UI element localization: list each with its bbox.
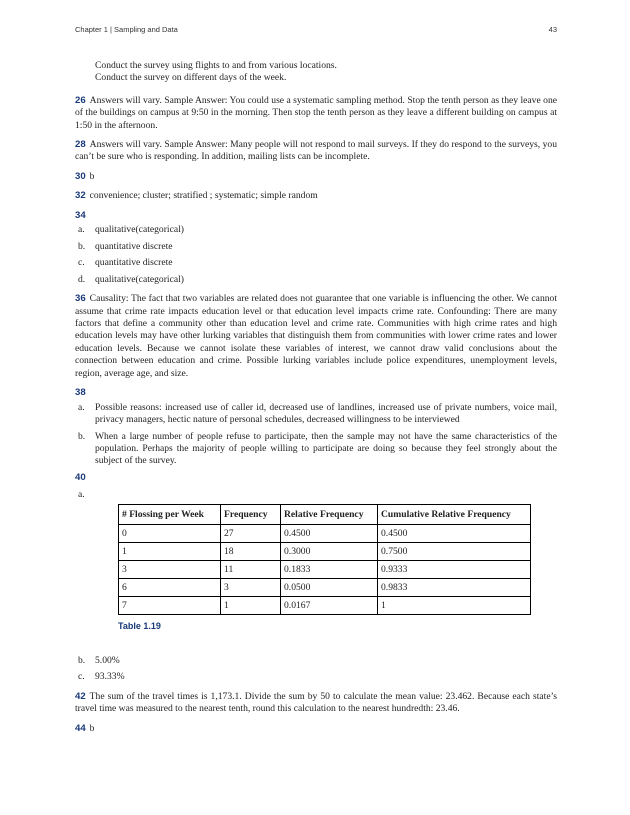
list-text: qualitative(categorical) — [95, 273, 184, 285]
table-cell: 1 — [378, 597, 531, 615]
answer-text: The sum of the travel times is 1,173.1. Divide the sum by 50 to calculate the mean value: 23.462. Because each state’s travel time was measured to the nearest tenth, round this calculation to the nearest hundredth: 23.46. — [75, 690, 557, 715]
table-row — [119, 597, 531, 615]
list-marker: a. — [78, 224, 85, 236]
column-header: Cumulative Relative Frequency — [378, 505, 531, 525]
answer-number: 36 — [75, 293, 86, 305]
column-header: Relative Frequency — [281, 505, 378, 525]
answer-40-list-bc — [75, 655, 557, 684]
answer-number: 42 — [75, 690, 86, 702]
column-header: # Flossing per Week — [119, 505, 221, 525]
list-item — [75, 274, 557, 286]
answer-42 — [75, 691, 557, 716]
answer-number: 26 — [75, 94, 86, 106]
table-header-row — [119, 505, 531, 525]
flossing-frequency-table — [118, 504, 531, 615]
table-cell: 6 — [119, 579, 221, 597]
column-header: Frequency — [221, 505, 281, 525]
table-row — [119, 525, 531, 543]
answer-text: convenience; cluster; stratified ; systematic; simple random — [89, 190, 318, 202]
answer-text: b — [89, 170, 95, 182]
table-row — [119, 579, 531, 597]
answer-40-number: 40 — [75, 471, 86, 483]
list-marker: c. — [78, 671, 85, 683]
answer-30 — [75, 171, 557, 183]
table-cell: 0.7500 — [378, 543, 531, 561]
table-cell: 7 — [119, 597, 221, 615]
answer-28 — [75, 139, 557, 164]
intro-line: Conduct the survey using flights to and from various locations. — [95, 60, 337, 71]
intro-line: Conduct the survey on different days of the week. — [95, 72, 287, 84]
table-cell: 0.1833 — [281, 561, 378, 579]
running-header-chapter: Chapter 1 | Sampling and Data — [75, 25, 178, 34]
table-cell: 0.4500 — [281, 525, 378, 543]
answer-number: 28 — [75, 139, 86, 151]
answer-number: 32 — [75, 190, 86, 202]
answer-38-list — [75, 402, 557, 468]
list-text: 93.33% — [95, 671, 125, 683]
table-cell: 0.4500 — [378, 525, 531, 543]
table-row — [119, 561, 531, 579]
list-text: qualitative(categorical) — [95, 224, 184, 236]
answer-text: b — [89, 722, 95, 734]
list-text: Possible reasons: increased use of caller id, decreased use of landlines, increased use of private numbers, voice mail, privacy managers, hectic nature of personal schedules, decreased willingness to be interviewed — [95, 401, 557, 425]
answer-number: 44 — [75, 722, 86, 734]
table-cell: 1 — [221, 597, 281, 615]
answer-number: 30 — [75, 170, 86, 182]
table-row — [119, 543, 531, 561]
answer-34-number: 34 — [75, 209, 86, 221]
answer-text: Answers will vary. Sample Answer: You could use a systematic sampling method. Stop the tenth person as they leave one of the buildings on campus at 9:50 in the morning. Then stop the tenth person as they leave a different building on campus at 1:50 in the afternoon. — [75, 94, 557, 131]
table-cell: 27 — [221, 525, 281, 543]
answer-32 — [75, 190, 557, 202]
table-cell: 0.3000 — [281, 543, 378, 561]
answer-content — [75, 60, 557, 735]
answer-36 — [75, 293, 557, 380]
list-item — [75, 224, 557, 236]
list-marker: a. — [78, 488, 85, 500]
table-cell: 11 — [221, 561, 281, 579]
answer-text: Answers will vary. Sample Answer: Many people will not respond to mail surveys. If they do respond to the surveys, you can’t be sure who is responding. In addition, mailing lists can be incomplete. — [75, 139, 557, 163]
list-item — [75, 431, 557, 468]
table-cell: 1 — [119, 543, 221, 561]
list-item — [75, 671, 557, 683]
table-cell: 0.9833 — [378, 579, 531, 597]
list-marker: b. — [78, 654, 86, 666]
answer-38-number: 38 — [75, 387, 86, 399]
list-text: When a large number of people refuse to participate, then the sample may not have the same characteristics of the population. Perhaps the majority of people willing to participate are doing so because they feel strongly about the subject of the survey. — [95, 430, 557, 467]
list-marker: a. — [78, 401, 85, 413]
list-text: quantitative discrete — [95, 257, 173, 269]
answer-text: Causality: The fact that two variables are related does not guarantee that one variable is influencing the other. We cannot assume that crime rate impacts education level or that education level impacts crime rate. Confounding: There are many factors that define a community other than education level and crime rate. Communities with high crime rates and high education levels may have other lurking variables that distinguish them from communities with lower crime rates and lower education levels. Because we cannot isolate these variables of interest, we cannot draw valid conclusions about the connection between education and crime. Possible lurking variables include police expenditures, unemployment levels, region, average age, and size. — [75, 293, 557, 379]
table-cell: 3 — [221, 579, 281, 597]
answer-34-list — [75, 224, 557, 286]
answer-26 — [75, 95, 557, 132]
table-cell: 0.9333 — [378, 561, 531, 579]
page-number: 43 — [548, 25, 557, 34]
table-cell: 0.0500 — [281, 579, 378, 597]
table-cell: 0 — [119, 525, 221, 543]
list-item — [75, 241, 557, 253]
list-marker: c. — [78, 257, 85, 269]
table-cell: 0.0167 — [281, 597, 378, 615]
list-marker: d. — [78, 273, 86, 285]
list-text: quantitative discrete — [95, 240, 173, 252]
list-text: 5.00% — [95, 654, 120, 666]
answer-44 — [75, 723, 557, 735]
list-item — [75, 402, 557, 427]
list-item — [75, 257, 557, 269]
table-cell: 18 — [221, 543, 281, 561]
list-item — [75, 655, 557, 667]
table-cell: 3 — [119, 561, 221, 579]
list-marker: b. — [78, 430, 86, 442]
list-marker: b. — [78, 240, 86, 252]
table-caption: Table 1.19 — [118, 621, 161, 632]
